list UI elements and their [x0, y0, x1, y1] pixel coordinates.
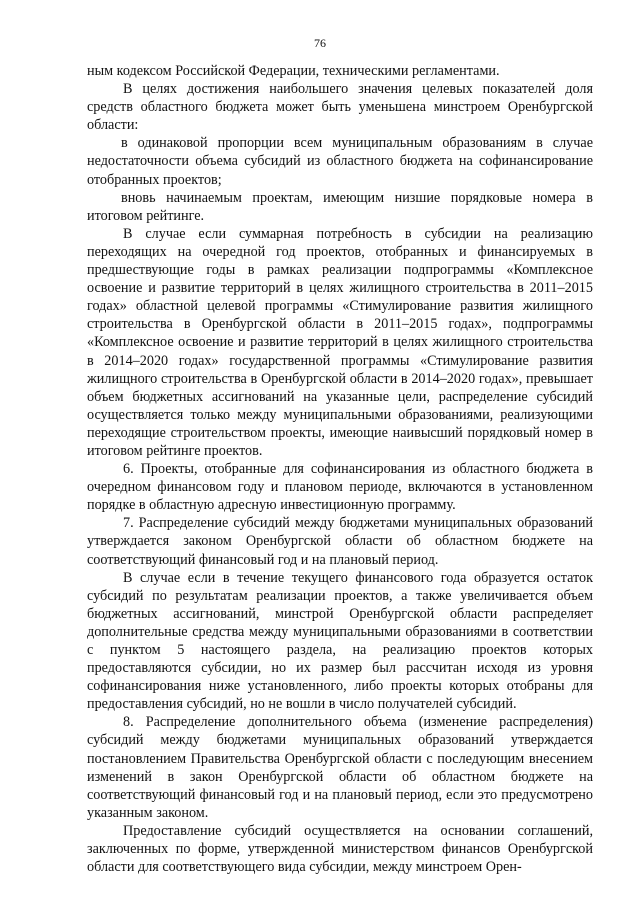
paragraph-item-8: 8. Распределение дополнительного объема (изменение распределения) субсидий между бюджетами муниципальных образований утверждается постановлением Правительства Оренбургской области с последующим внесением изменений в закон Оренбургской области об областном бюджете на соответствующий финансовый год и на плановый период, если это предусмотрено указанным законом.	[87, 714, 593, 821]
paragraph-total-demand: В случае если суммарная потребность в субсидии на реализацию переходящих на очередной год проектов, отобранных и финансируемых в предшествующие годы в рамках реализации подпрограммы «Комплексное освоение и развитие территорий в целях жилищного строительства в 2011–2015 годах» областной целевой программы «Стимулирование развития жилищного строительства в Оренбургской области в 2011–2015 годах», подпрограммы «Комплексное освоение и развитие территорий в целях жилищного строительства в 2014–2020 годах» государственной программы «Стимулирование развития жилищного строительства в Оренбургской области в 2014–2020 годах», превышает объем бюджетных ассигнований на указанные цели, распределение субсидий осуществляется только между муниципальными образованиями, реализующими переходящие строительством проекты, имеющие наивысший порядковый номер в итоговом рейтинге проектов.	[87, 225, 593, 459]
paragraph-continuation: ным кодексом Российской Федерации, техническими регламентами.	[87, 63, 500, 79]
paragraph-agreements: Предоставление субсидий осуществляется на основании соглашений, заключенных по форме, утвержденной министерством финансов Оренбургской области для соответствующего вида субсидии, между минстроем Орен-	[87, 822, 593, 876]
document-body	[87, 62, 593, 876]
paragraph-item-7: 7. Распределение субсидий между бюджетами муниципальных образований утверждается законом Оренбургской области об областном бюджете на соответствующий финансовый год и на плановый период.	[87, 515, 593, 568]
paragraph-equal-proportion: в одинаковой пропорции всем муниципальным образованиям в случае недостаточности объема субсидий из областного бюджета на софинансирование отобранных проектов;	[87, 135, 593, 188]
page-number: 76	[314, 36, 326, 50]
paragraph-new-projects: вновь начинаемым проектам, имеющим низшие порядковые номера в итоговом рейтинге.	[87, 189, 593, 224]
paragraph-item-6: 6. Проекты, отобранные для софинансирования из областного бюджета в очередном финансовом году и плановом периоде, включаются в установленном порядке в областную адресную инвестиционную программу.	[87, 461, 593, 514]
paragraph-residual-subsidies: В случае если в течение текущего финансового года образуется остаток субсидий по результатам реализации проектов, а также увеличивается объем бюджетных ассигнований, минстрой Оренбургской области распределяет дополнительные средства между муниципальными образованиями в соответствии с пунктом 5 настоящего раздела, на реализацию проектов которых предоставляются субсидии, но их размер был рассчитан исходя из уровня софинансирования ниже установленного, либо проекты которых отобраны для предоставления субсидий, но не вошли в число получателей субсидий.	[87, 569, 593, 713]
paragraph-budget-share: В целях достижения наибольшего значения целевых показателей доля средств областного бюджета может быть уменьшена минстроем Оренбургской области:	[87, 81, 593, 134]
